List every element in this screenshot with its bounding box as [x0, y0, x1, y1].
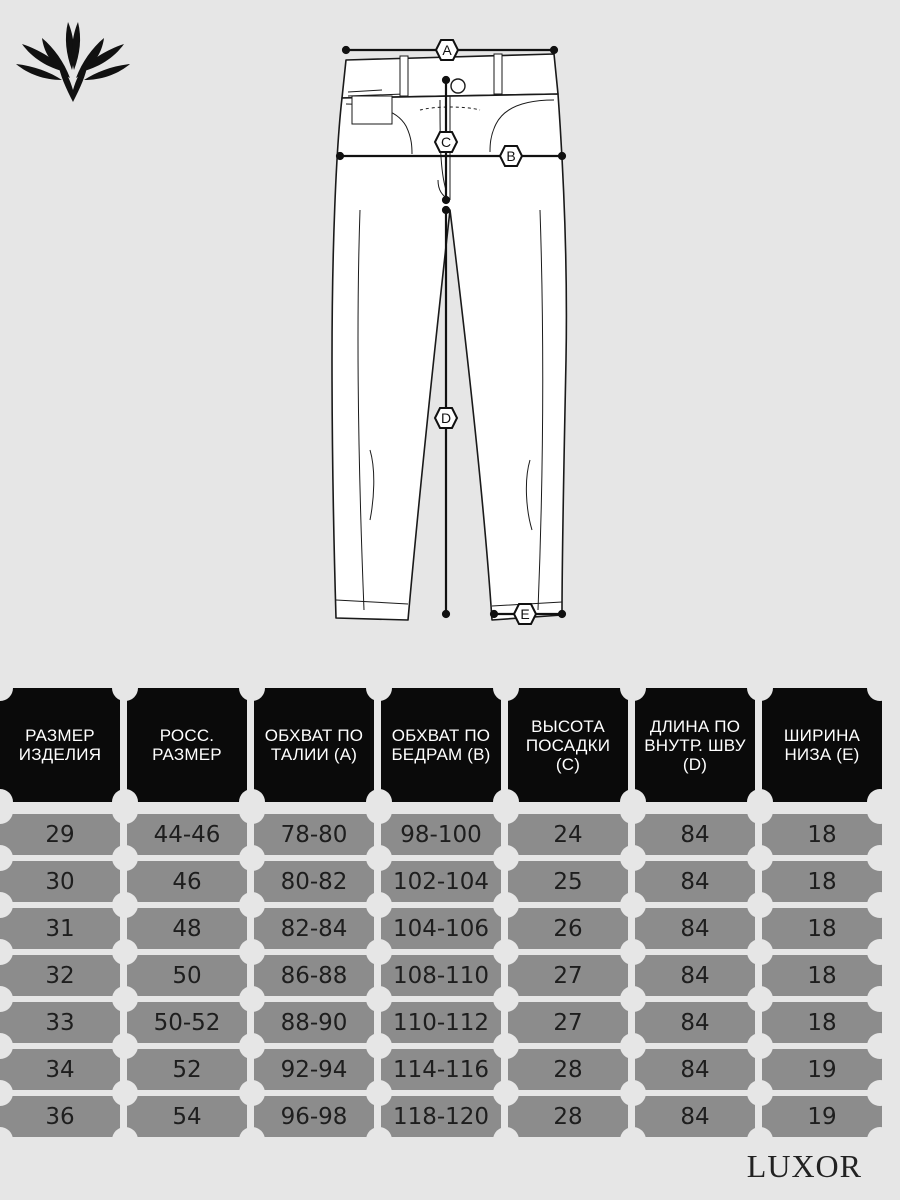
- table-cell: 25: [508, 861, 628, 902]
- table-corner-dot: [493, 939, 519, 965]
- table-cell: 98-100: [381, 814, 501, 855]
- table-cell: 78-80: [254, 814, 374, 855]
- table-corner-dot: [620, 939, 646, 965]
- table-cell: 84: [635, 908, 755, 949]
- table-corner-dot: [112, 1033, 138, 1059]
- table-corner-dot: [239, 1127, 265, 1153]
- table-corner-dot: [366, 1080, 392, 1106]
- table-corner-dot: [493, 1033, 519, 1059]
- table-corner-dot: [366, 1127, 392, 1153]
- table-cell: 88-90: [254, 1002, 374, 1043]
- table-corner-dot: [366, 892, 392, 918]
- table-cell: 31: [0, 908, 120, 949]
- table-cell: 84: [635, 955, 755, 996]
- table-cell: 52: [127, 1049, 247, 1090]
- table-cell: 27: [508, 955, 628, 996]
- marker-d-label: D: [440, 410, 452, 426]
- table-cell: 44-46: [127, 814, 247, 855]
- table-corner-dot: [493, 1080, 519, 1106]
- table-corner-dot: [112, 675, 138, 701]
- table-header-cell: РОСС. РАЗМЕР: [127, 688, 247, 802]
- table-corner-dot: [239, 845, 265, 871]
- table-corner-dot: [620, 1127, 646, 1153]
- table-corner-dot: [867, 798, 893, 824]
- table-cell: 46: [127, 861, 247, 902]
- marker-e-label: E: [520, 606, 530, 622]
- table-cell: 84: [635, 1002, 755, 1043]
- table-header-cell: ШИРИНА НИЗА (Е): [762, 688, 882, 802]
- table-cell: 19: [762, 1049, 882, 1090]
- table-corner-dot: [366, 939, 392, 965]
- table-corner-dot: [239, 1033, 265, 1059]
- table-corner-dot: [747, 1080, 773, 1106]
- table-corner-dot: [366, 675, 392, 701]
- fan-leaf-icon: [14, 18, 132, 102]
- table-corner-dot: [112, 986, 138, 1012]
- table-corner-dot: [366, 1033, 392, 1059]
- table-cell: 27: [508, 1002, 628, 1043]
- table-cell: 108-110: [381, 955, 501, 996]
- table-cell: 86-88: [254, 955, 374, 996]
- table-corner-dot: [620, 675, 646, 701]
- table-cell: 96-98: [254, 1096, 374, 1137]
- table-corner-dot: [112, 939, 138, 965]
- table-header-cell: ОБХВАТ ПО БЕДРАМ (В): [381, 688, 501, 802]
- table-cell: 28: [508, 1049, 628, 1090]
- table-corner-dot: [620, 798, 646, 824]
- table-corner-dot: [112, 892, 138, 918]
- table-corner-dot: [867, 675, 893, 701]
- table-cell: 54: [127, 1096, 247, 1137]
- table-corner-dot: [493, 845, 519, 871]
- table-corner-dot: [620, 986, 646, 1012]
- table-corner-dot: [867, 986, 893, 1012]
- table-corner-dot: [867, 1127, 893, 1153]
- table-corner-dot: [493, 892, 519, 918]
- table-corner-dot: [620, 1080, 646, 1106]
- table-cell: 30: [0, 861, 120, 902]
- marker-c-label: C: [440, 134, 452, 150]
- table-cell: 19: [762, 1096, 882, 1137]
- table-corner-dot: [239, 798, 265, 824]
- marker-b-label: B: [506, 148, 516, 164]
- table-corner-dot: [747, 986, 773, 1012]
- table-cell: 114-116: [381, 1049, 501, 1090]
- table-cell: 104-106: [381, 908, 501, 949]
- table-cell: 33: [0, 1002, 120, 1043]
- table-cell: 50-52: [127, 1002, 247, 1043]
- table-cell: 26: [508, 908, 628, 949]
- table-cell: 34: [0, 1049, 120, 1090]
- table-corner-dot: [747, 1033, 773, 1059]
- table-cell: 84: [635, 1096, 755, 1137]
- table-cell: 92-94: [254, 1049, 374, 1090]
- table-corner-dot: [867, 1033, 893, 1059]
- table-corner-dot: [112, 1080, 138, 1106]
- table-corner-dot: [867, 1080, 893, 1106]
- size-table: [0, 688, 900, 1158]
- table-header-cell: ВЫСОТА ПОСАДКИ (С): [508, 688, 628, 802]
- table-cell: 18: [762, 955, 882, 996]
- table-cell: 102-104: [381, 861, 501, 902]
- table-corner-dot: [493, 675, 519, 701]
- table-corner-dot: [620, 1033, 646, 1059]
- table-corner-dot: [493, 1127, 519, 1153]
- table-corner-dot: [112, 845, 138, 871]
- table-corner-dot: [239, 675, 265, 701]
- table-cell: 84: [635, 1049, 755, 1090]
- marker-a-label: A: [442, 42, 452, 58]
- table-corner-dot: [867, 845, 893, 871]
- table-cell: 18: [762, 1002, 882, 1043]
- table-corner-dot: [366, 845, 392, 871]
- table-corner-dot: [620, 892, 646, 918]
- table-cell: 80-82: [254, 861, 374, 902]
- table-corner-dot: [112, 1127, 138, 1153]
- table-corner-dot: [867, 939, 893, 965]
- table-corner-dot: [239, 986, 265, 1012]
- table-cell: 48: [127, 908, 247, 949]
- table-cell: 50: [127, 955, 247, 996]
- table-corner-dot: [239, 892, 265, 918]
- table-cell: 32: [0, 955, 120, 996]
- table-cell: 118-120: [381, 1096, 501, 1137]
- table-corner-dot: [747, 845, 773, 871]
- table-cell: 18: [762, 861, 882, 902]
- table-cell: 24: [508, 814, 628, 855]
- table-corner-dot: [366, 986, 392, 1012]
- table-cell: 84: [635, 861, 755, 902]
- brand-wordmark: LUXOR: [746, 1148, 862, 1184]
- table-corner-dot: [747, 798, 773, 824]
- table-header-cell: РАЗМЕР ИЗДЕЛИЯ: [0, 688, 120, 802]
- table-corner-dot: [493, 986, 519, 1012]
- table-cell: 29: [0, 814, 120, 855]
- table-corner-dot: [239, 939, 265, 965]
- table-header-cell: ОБХВАТ ПО ТАЛИИ (А): [254, 688, 374, 802]
- table-corner-dot: [867, 892, 893, 918]
- table-cell: 82-84: [254, 908, 374, 949]
- table-corner-dot: [366, 798, 392, 824]
- table-corner-dot: [239, 1080, 265, 1106]
- table-cell: 18: [762, 814, 882, 855]
- table-corner-dot: [747, 939, 773, 965]
- jeans-measurement-diagram: [300, 30, 600, 635]
- table-cell: 18: [762, 908, 882, 949]
- table-corner-dot: [493, 798, 519, 824]
- table-cell: 28: [508, 1096, 628, 1137]
- table-corner-dot: [747, 892, 773, 918]
- table-corner-dot: [747, 675, 773, 701]
- table-corner-dot: [620, 845, 646, 871]
- table-header-cell: ДЛИНА ПО ВНУТР. ШВУ (D): [635, 688, 755, 802]
- table-corner-dot: [112, 798, 138, 824]
- table-cell: 84: [635, 814, 755, 855]
- table-cell: 110-112: [381, 1002, 501, 1043]
- table-cell: 36: [0, 1096, 120, 1137]
